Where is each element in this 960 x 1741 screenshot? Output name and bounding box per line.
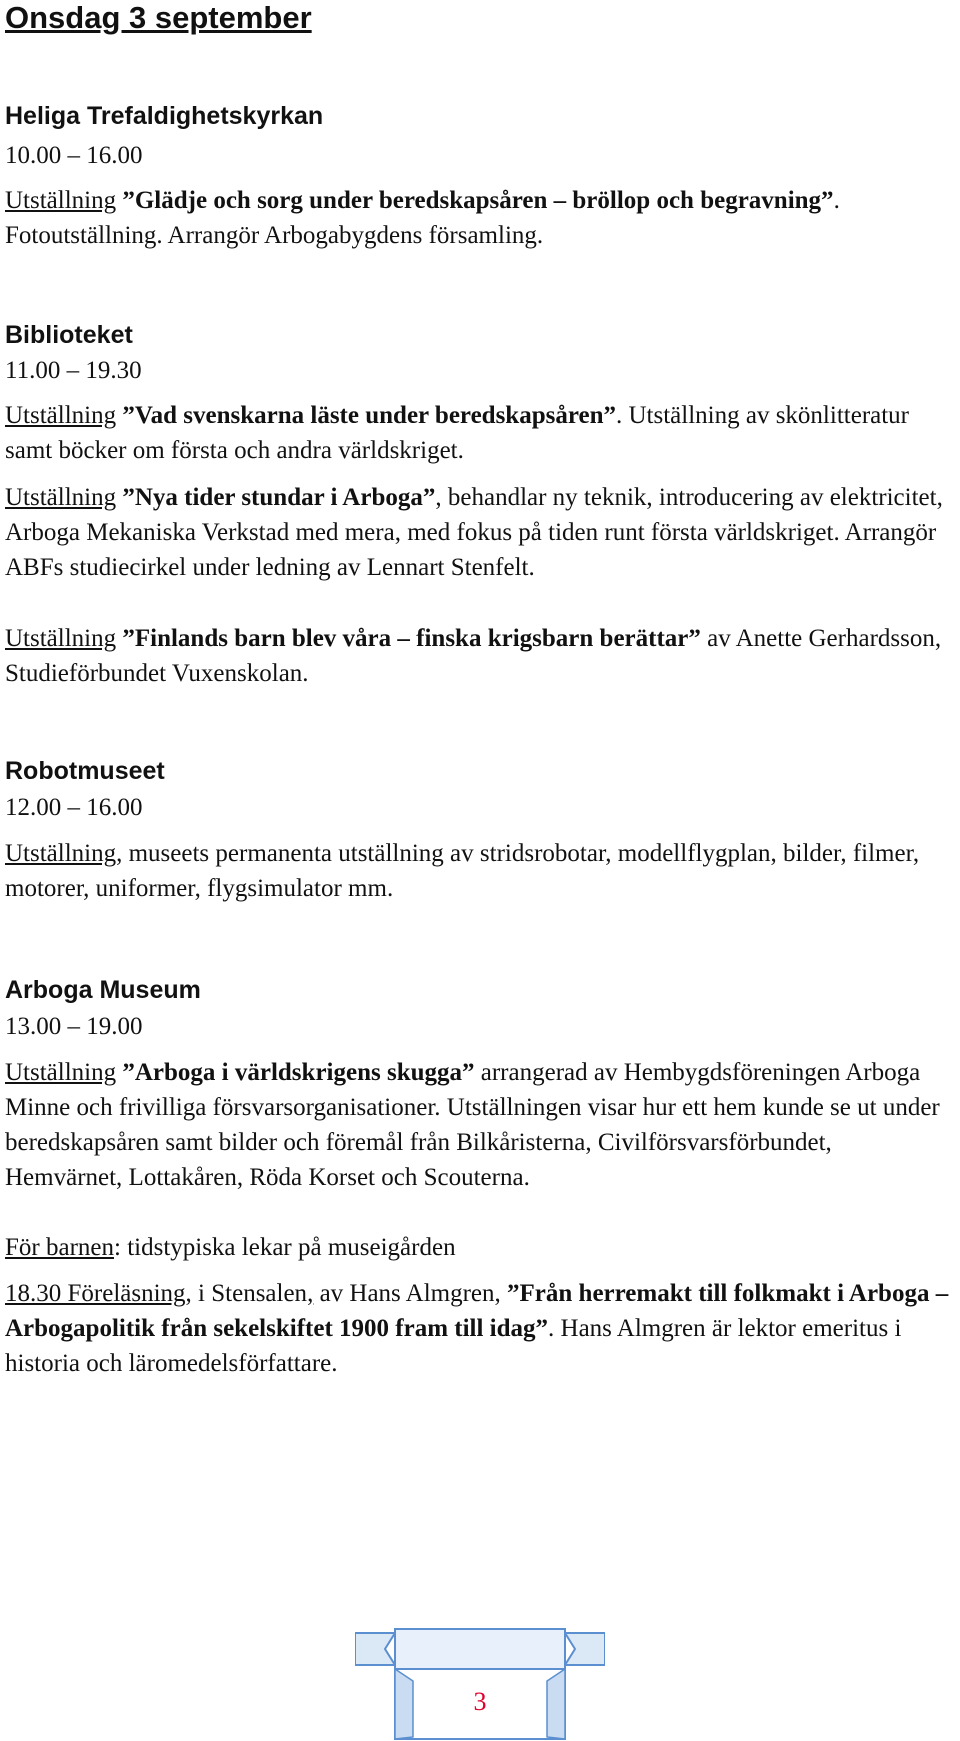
- event-type-label: Utställning: [5, 1059, 117, 1086]
- day-heading: Onsdag 3 september: [5, 0, 312, 35]
- event-paragraph: [5, 398, 950, 468]
- event-title: ”Arboga i världskrigens skugga”: [122, 1059, 475, 1086]
- opening-hours: 13.00 – 19.00: [5, 1013, 143, 1040]
- event-type-label: Utställning: [5, 402, 117, 429]
- venue-heading: Robotmuseet: [5, 757, 165, 785]
- event-description: av Anette Gerhardsson, Studieförbundet Vuxenskolan.: [5, 625, 942, 687]
- event-description: arrangerad av Hembygdsföreningen Arboga Minne och frivilliga försvarsorganisationer. Utställningen visar hur ett hem kunde se ut under beredskapsåren samt bilder och föremål från Bilkåristerna, Civilförsvarsförbundet, Hemvärnet, Lottakåren, Röda Korset och Scouterna.: [5, 1059, 940, 1191]
- event-title: ”Finlands barn blev våra – finska krigsbarn berättar”: [122, 625, 701, 652]
- event-type-label: För barnen: [5, 1234, 114, 1261]
- event-type-label: Utställning: [5, 840, 117, 867]
- event-paragraph: [5, 1276, 950, 1381]
- event-title: ”Från herremakt till folkmakt i Arboga – Arbogapolitik från sekelskiftet 1900 fram till idag”: [5, 1280, 949, 1342]
- event-description: . Hans Almgren är lektor emeritus i historia och läromedelsförfattare.: [5, 1315, 902, 1377]
- event-title: ”Vad svenskarna läste under beredskapsåren”: [122, 402, 616, 429]
- opening-hours: 11.00 – 19.30: [5, 357, 142, 384]
- venue-heading: Heliga Trefaldighetskyrkan: [5, 102, 324, 130]
- event-type-label: Utställning: [5, 625, 117, 652]
- event-paragraph: [5, 836, 950, 906]
- event-type-label: Utställning: [5, 187, 117, 214]
- page-number-badge: [355, 1625, 605, 1741]
- event-paragraph: [5, 480, 950, 585]
- page-number: 3: [473, 1687, 487, 1716]
- event-description: . Fotoutställning. Arrangör Arbogabygdens församling.: [5, 187, 840, 249]
- event-title: ”Nya tider stundar i Arboga”: [122, 484, 436, 511]
- venue-heading: Arboga Museum: [5, 976, 201, 1004]
- event-paragraph: [5, 1055, 950, 1195]
- event-description: . Utställning av skönlitteratur samt böcker om första och andra världskriget.: [5, 402, 910, 464]
- event-description: , behandlar ny teknik, introducering av elektricitet, Arboga Mekaniska Verkstad med mera, med fokus på tiden runt första världskriget. Arrangör ABFs studiecirkel under ledning av Lennart Stenfelt.: [5, 484, 943, 581]
- event-title: ”Glädje och sorg under beredskapsåren – bröllop och begravning”: [122, 187, 834, 214]
- event-description: : tidstypiska lekar på museigården: [114, 1234, 456, 1261]
- event-paragraph: [5, 1230, 950, 1265]
- opening-hours: 12.00 – 16.00: [5, 794, 143, 821]
- event-paragraph: [5, 621, 950, 691]
- event-description: ,: [307, 1280, 314, 1307]
- ribbon-icon: [355, 1625, 605, 1741]
- opening-hours: 10.00 – 16.00: [5, 142, 143, 169]
- event-type-label: 18.30 Föreläsning: [5, 1280, 186, 1307]
- event-type-label: Utställning: [5, 484, 117, 511]
- event-description: , i Stensalen: [185, 1280, 308, 1307]
- event-description: av Hans Almgren,: [313, 1280, 508, 1307]
- event-description: , museets permanenta utställning av stridsrobotar, modellflygplan, bilder, filmer, motorer, uniformer, flygsimulator mm.: [5, 840, 920, 902]
- venue-heading: Biblioteket: [5, 321, 133, 349]
- event-paragraph: [5, 183, 950, 253]
